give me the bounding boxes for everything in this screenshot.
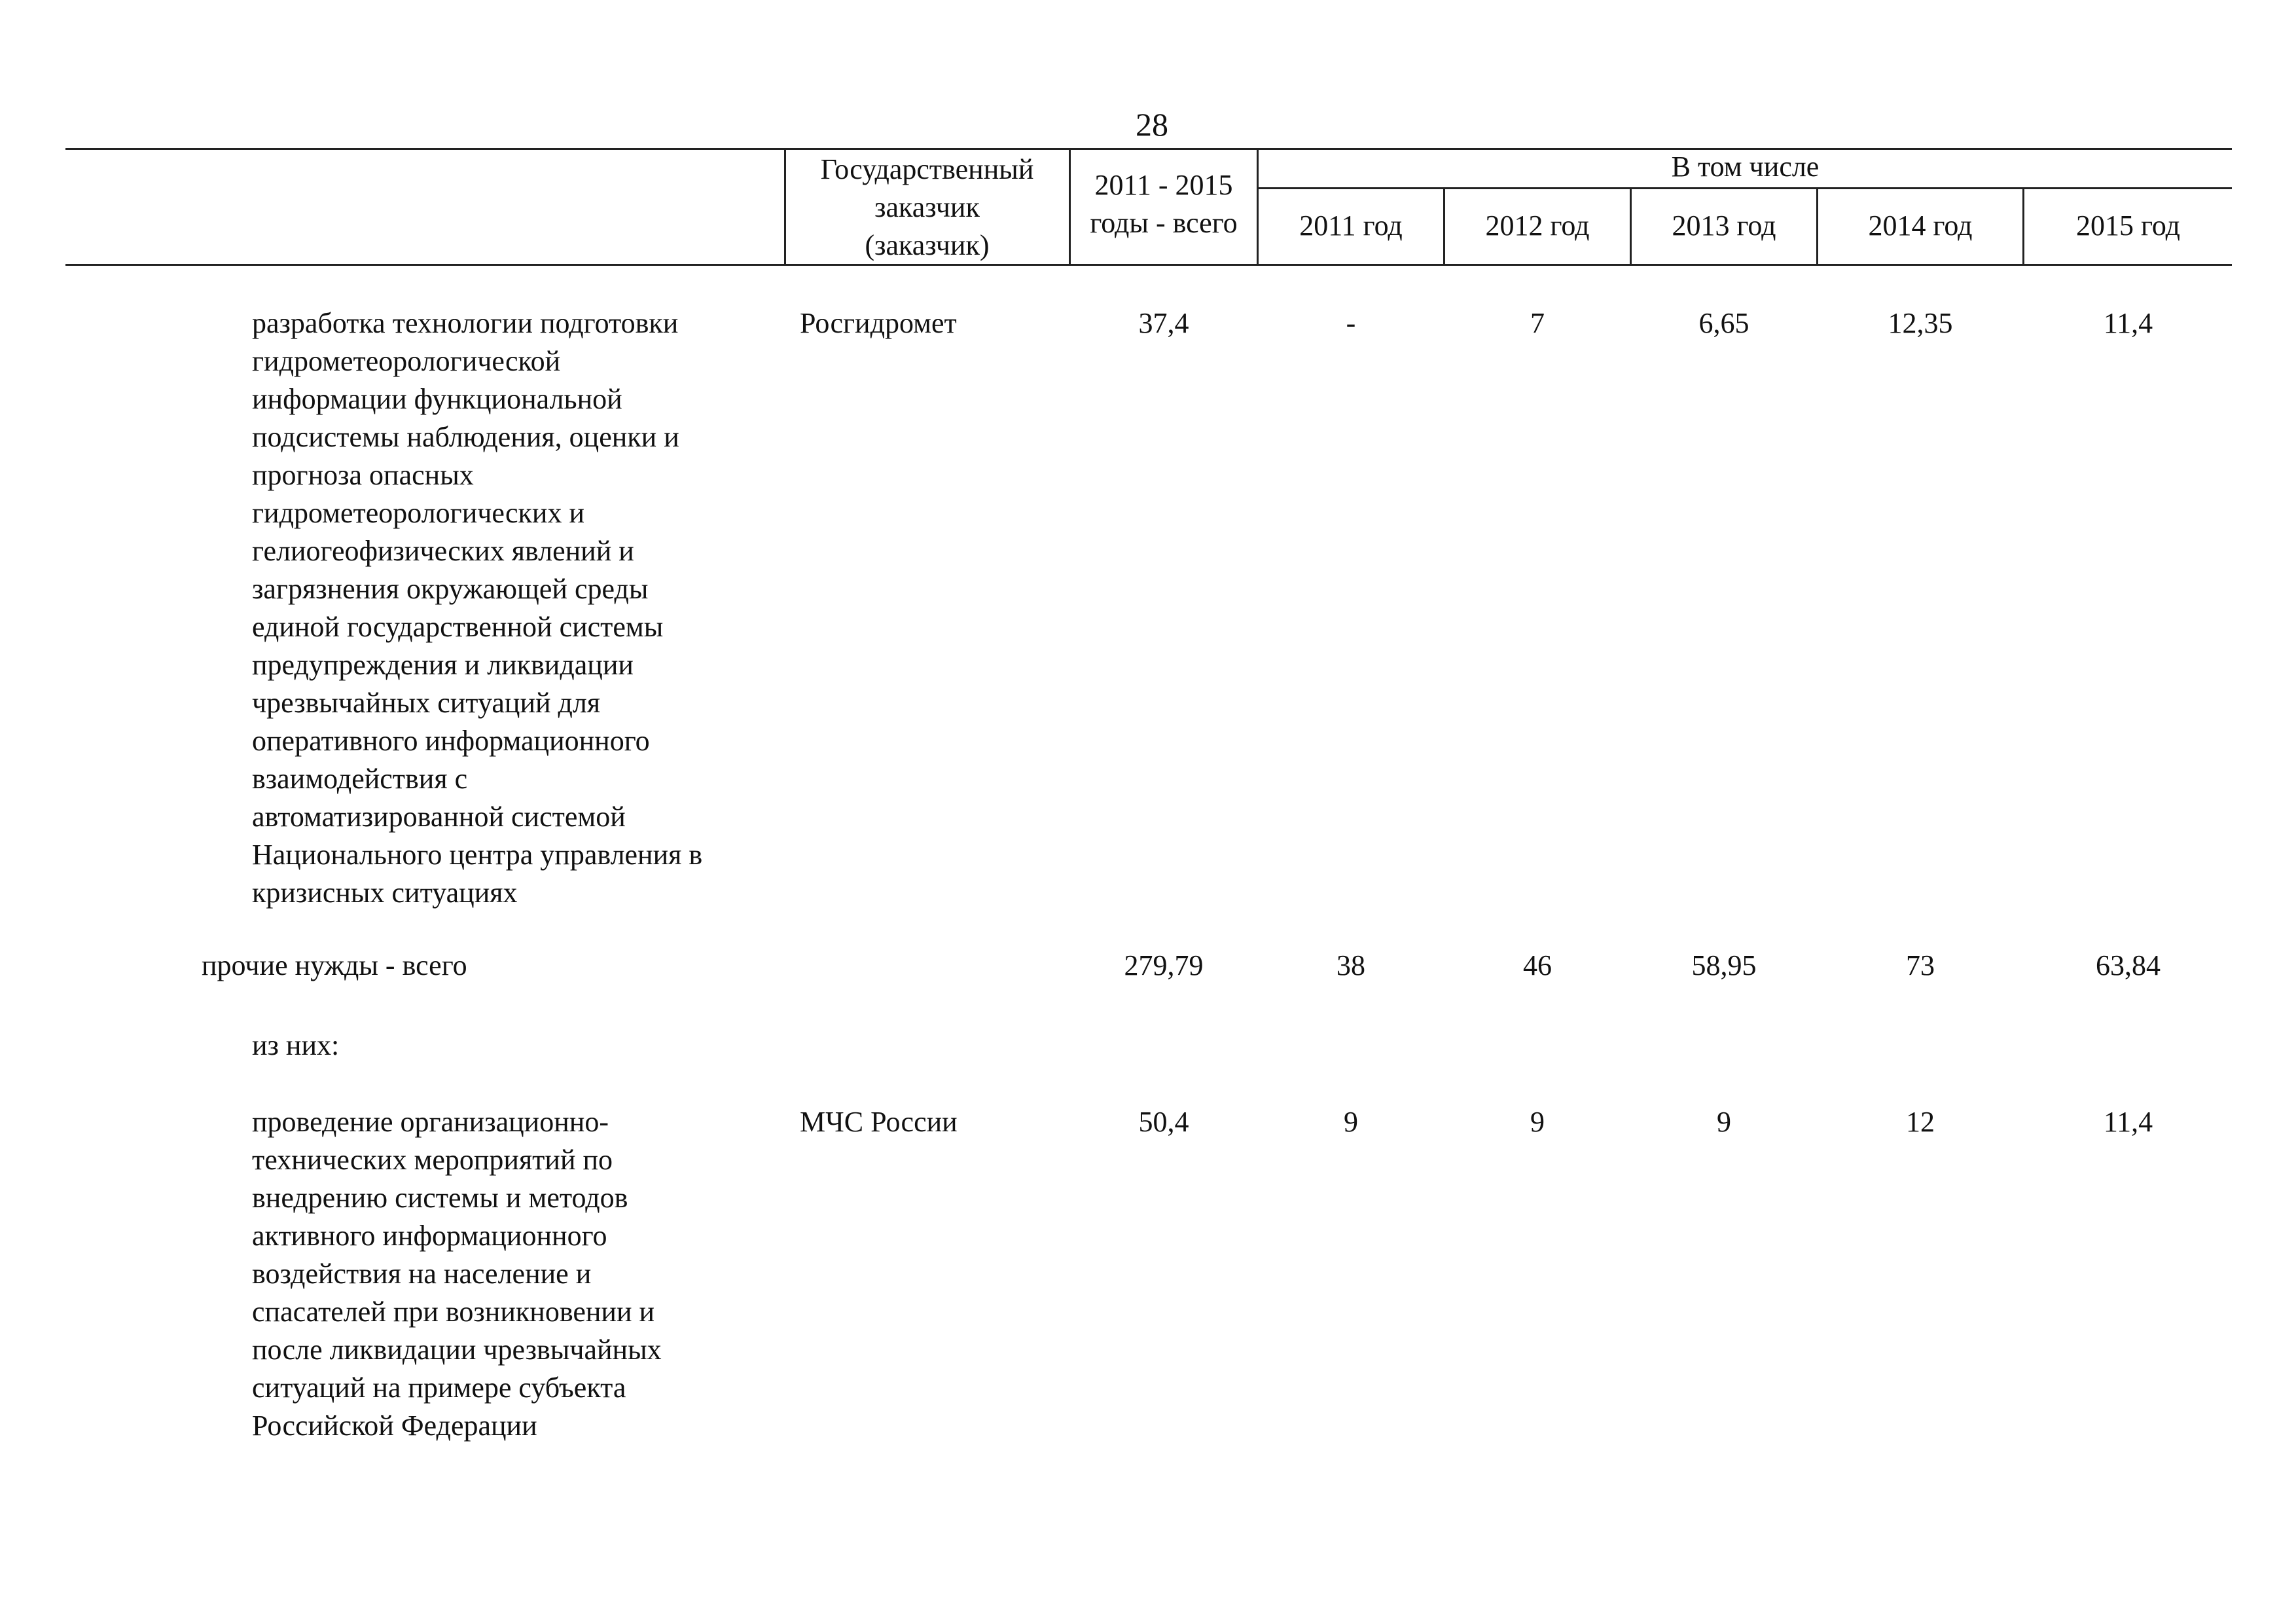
row-description: прочие нужды - всего [202,949,467,981]
row-value-2011: - [1346,307,1356,339]
row-value-2014: 12,35 [1888,307,1953,339]
row-value-2013: 9 [1717,1106,1731,1138]
header-year-2012: 2012 год [1485,210,1590,242]
row-customer: МЧС России [800,1106,958,1138]
including-divider [1257,187,2232,189]
row-total: 37,4 [1138,307,1189,339]
row-value-2013: 58,95 [1691,949,1757,981]
header-customer: Государственный заказчик (заказчик) [820,153,1034,261]
row-customer: Росгидромет [800,307,957,339]
row-value-2015: 11,4 [2103,1106,2153,1138]
row-description: проведение организационно- технических мероприятий по внедрению системы и методов активного информационного воздействия на население и спасателей при возникновении и после ликвидации чрезвычайных ситуаций на примере субъекта Российской Федерации [252,1106,662,1442]
header-including: В том числе [1671,151,1820,183]
header-year-2011: 2011 год [1299,210,1403,242]
row-value-2015: 63,84 [2096,949,2161,981]
row-value-2014: 12 [1906,1106,1935,1138]
row-value-2012: 7 [1530,307,1545,339]
row-description: из них: [252,1029,340,1061]
row-value-2014: 73 [1906,949,1935,981]
row-value-2013: 6,65 [1698,307,1749,339]
row-value-2012: 9 [1530,1106,1545,1138]
header-total: 2011 - 2015 годы - всего [1090,169,1238,239]
header-year-2014: 2014 год [1868,210,1973,242]
row-total: 50,4 [1138,1106,1189,1138]
row-value-2011: 9 [1344,1106,1358,1138]
row-value-2011: 38 [1336,949,1365,981]
row-value-2012: 46 [1523,949,1552,981]
row-total: 279,79 [1124,949,1204,981]
header-year-2013: 2013 год [1672,210,1776,242]
header-bottom-border [65,264,2232,266]
row-value-2015: 11,4 [2103,307,2153,339]
row-description: разработка технологии подготовки гидрометеорологической информации функциональной подсистемы наблюдения, оценки и прогноза опасных гидрометеорологических и гелиогеофизических явлений и загрязнения окружающей среды единой государственной системы предупреждения и ликвидации чрезвычайных ситуаций для оперативного информационного взаимодействия с автоматизированной системой Национального центра управления в кризисных ситуациях [252,307,703,909]
header-year-2015: 2015 год [2075,210,2181,242]
page-number: 28 [1136,106,1168,143]
